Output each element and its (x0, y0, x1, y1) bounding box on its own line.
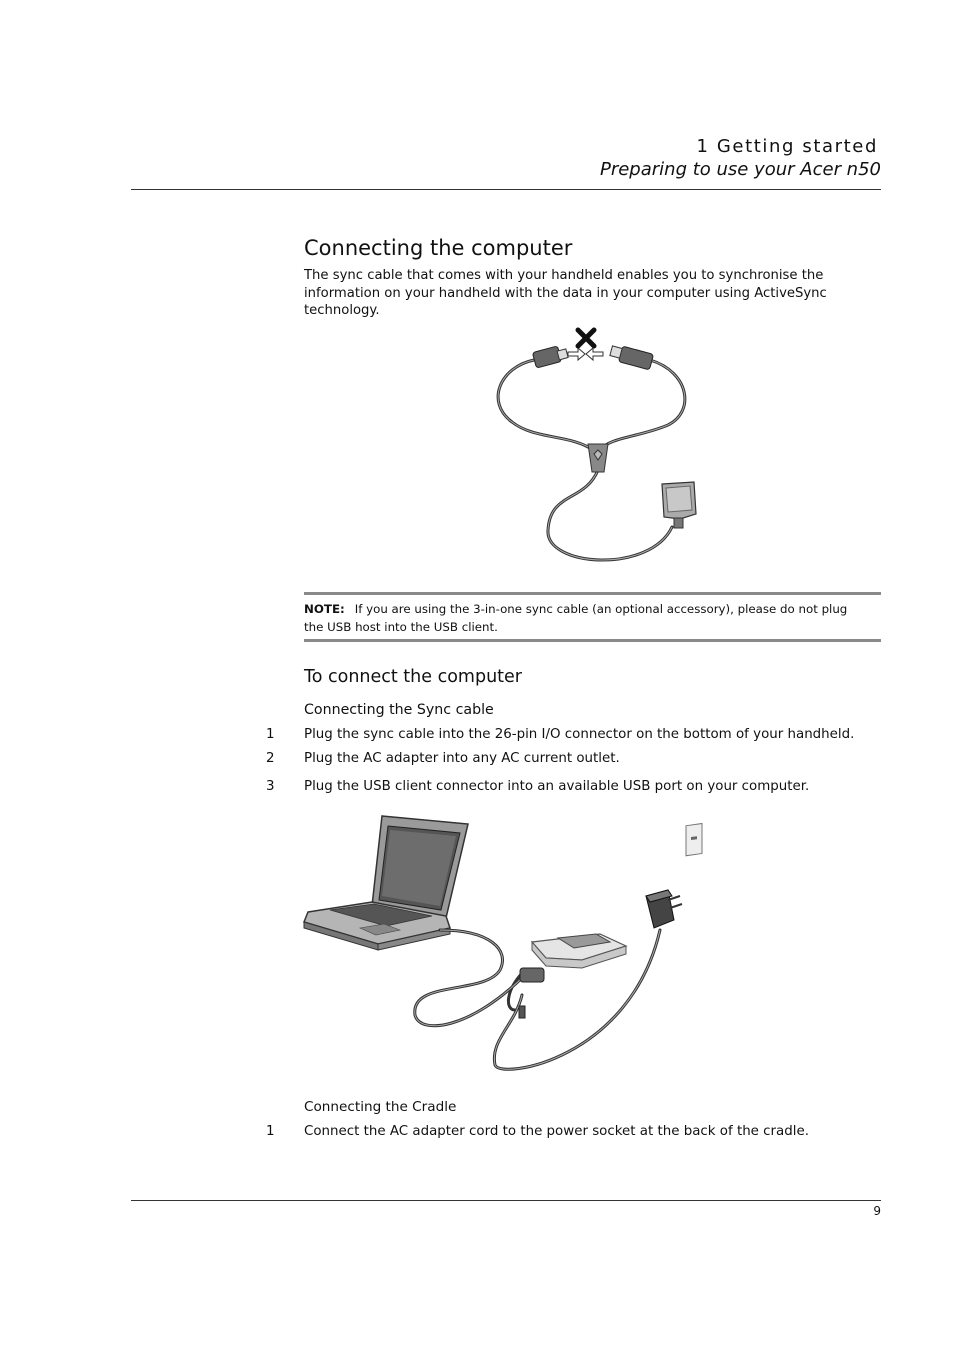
note-text (304, 601, 864, 636)
page-number: 9 (873, 1204, 881, 1218)
note-label: NOTE: (304, 602, 345, 616)
chapter-heading: 1 Getting started (696, 136, 878, 157)
handheld-device-icon (532, 934, 626, 968)
step-text: Plug the sync cable into the 26-pin I/O connector on the bottom of your handheld. (304, 727, 855, 742)
header-rule (131, 189, 881, 190)
ac-adapter-icon (646, 890, 682, 928)
step-text: Plug the AC adapter into any AC current outlet. (304, 751, 620, 766)
sync-cable-illustration (490, 322, 705, 572)
usb-client-connector-icon (610, 346, 654, 370)
page-title: Connecting the computer (304, 236, 573, 260)
cable-junction-icon (520, 968, 544, 982)
footer-rule (131, 1200, 881, 1201)
left-arrow-icon (586, 348, 603, 360)
intro-paragraph: The sync cable that comes with your handheld enables you to synchronise the information on your handheld with the data in your computer using ActiveSync technology. (304, 268, 827, 318)
step-number: 1 (266, 1124, 275, 1139)
step-text: Plug the USB client connector into an available USB port on your computer. (304, 779, 810, 794)
wall-outlet-icon (686, 824, 702, 856)
usb-plug-icon (519, 1006, 525, 1018)
note-box (304, 592, 881, 642)
procedure-title: To connect the computer (304, 667, 522, 687)
sync-cable-subtitle: Connecting the Sync cable (304, 702, 494, 718)
usb-host-connector-icon (532, 346, 568, 368)
step-number: 2 (266, 751, 275, 766)
section-heading: Preparing to use your Acer n50 (599, 159, 881, 180)
note-body: If you are using the 3-in-one sync cable (an optional accessory), please do not plug the USB host into the USB client. (304, 602, 848, 634)
cross-icon (578, 330, 594, 346)
right-arrow-icon (568, 348, 585, 360)
io-connector-icon (662, 482, 696, 528)
laptop-connection-illustration (300, 810, 720, 1080)
step-number: 1 (266, 727, 275, 742)
step-number: 3 (266, 779, 275, 794)
step-text: Connect the AC adapter cord to the power socket at the back of the cradle. (304, 1124, 809, 1139)
cradle-subtitle: Connecting the Cradle (304, 1099, 457, 1115)
